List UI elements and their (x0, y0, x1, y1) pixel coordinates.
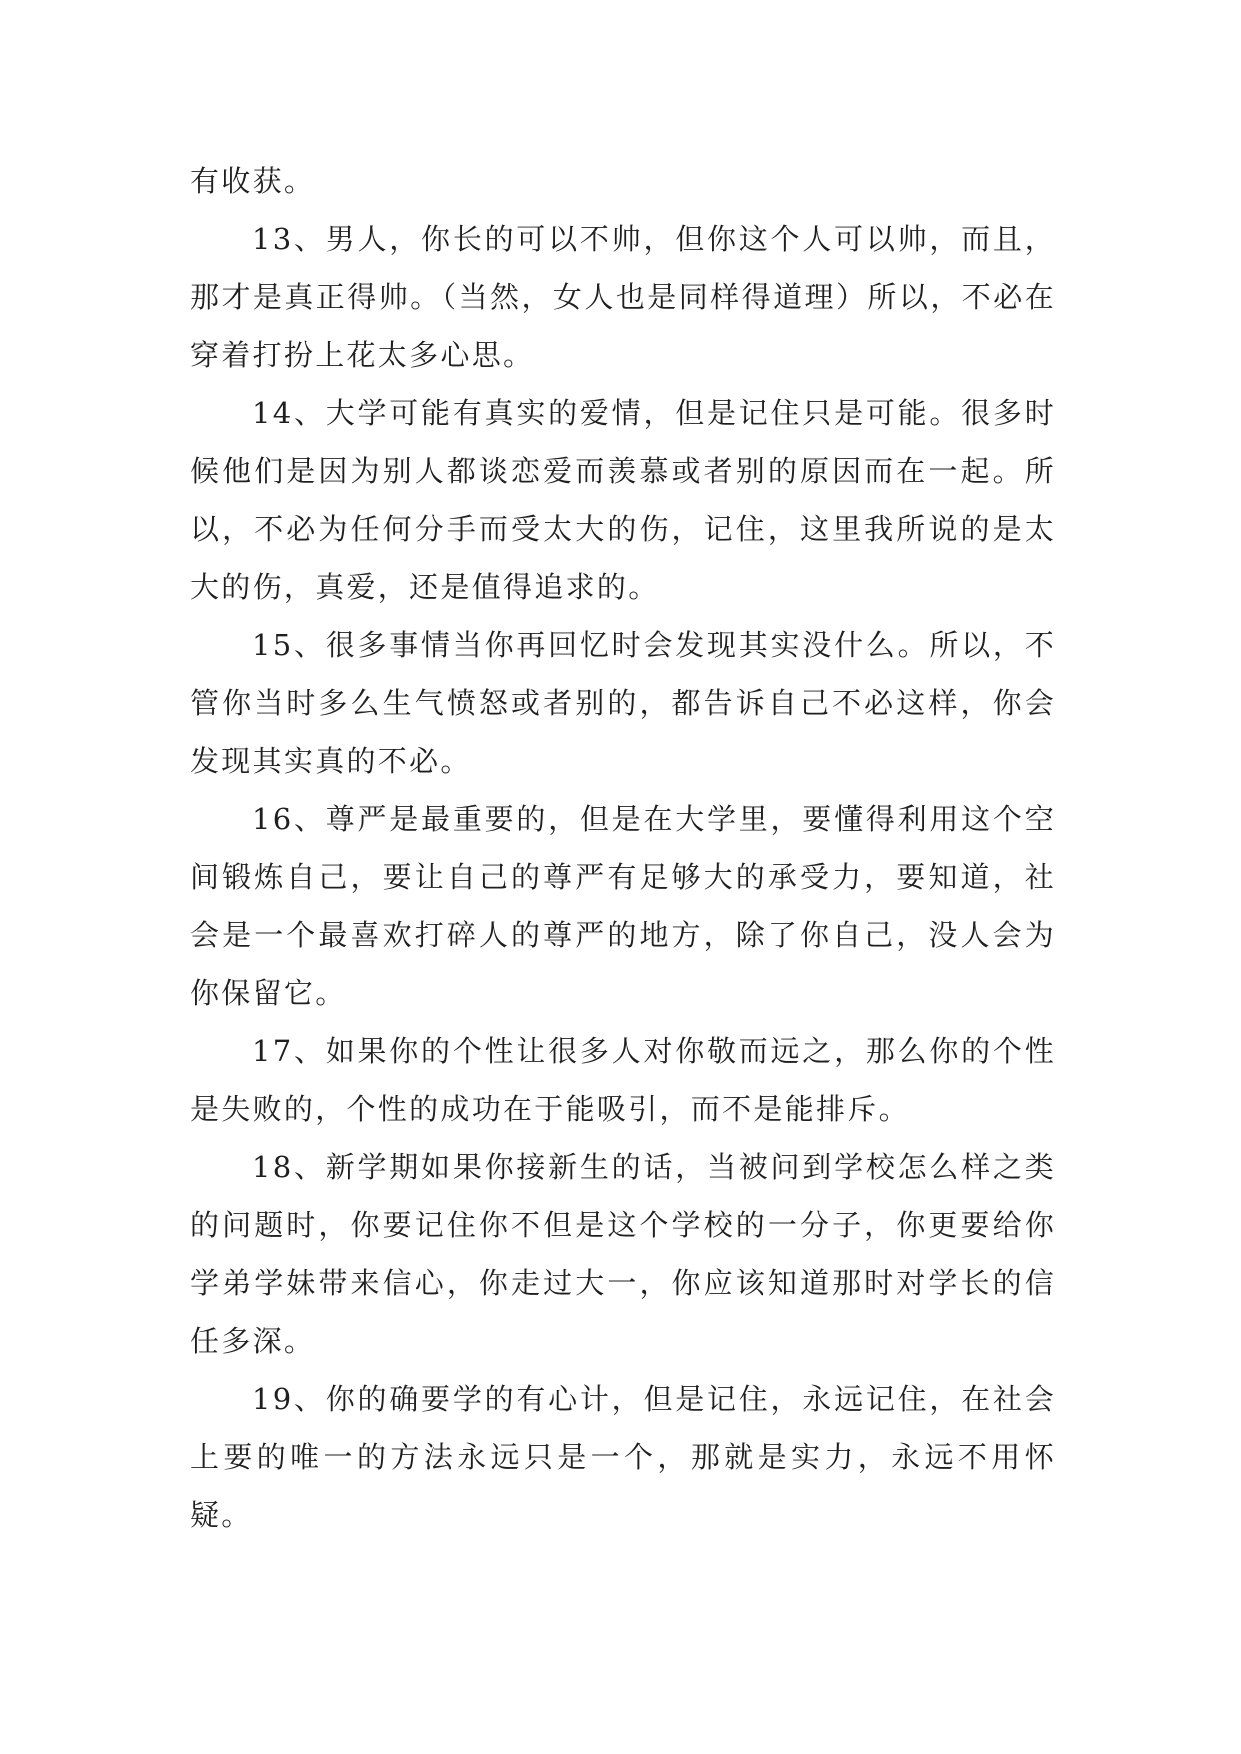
paragraph-15: 15、很多事情当你再回忆时会发现其实没什么。所以，不管你当时多么生气愤怒或者别的，都告诉自己不必这样，你会发现其实真的不必。 (190, 628, 1056, 778)
paragraph-19: 19、你的确要学的有心计，但是记住，永远记住，在社会上要的唯一的方法永远只是一个，那就是实力，永远不用怀疑。 (190, 1382, 1056, 1532)
paragraph-18: 18、新学期如果你接新生的话，当被问到学校怎么样之类的问题时，你要记住你不但是这个学校的一分子，你更要给你学弟学妹带来信心，你走过大一，你应该知道那时对学长的信任多深。 (190, 1150, 1056, 1358)
document-body (190, 152, 1056, 1544)
paragraph-16: 16、尊严是最重要的，但是在大学里，要懂得利用这个空间锻炼自己，要让自己的尊严有足够大的承受力，要知道，社会是一个最喜欢打碎人的尊严的地方，除了你自己，没人会为你保留它。 (190, 802, 1056, 1010)
paragraph-17: 17、如果你的个性让很多人对你敬而远之，那么你的个性是失败的，个性的成功在于能吸引，而不是能排斥。 (190, 1034, 1056, 1126)
paragraph-14: 14、大学可能有真实的爱情，但是记住只是可能。很多时候他们是因为别人都谈恋爱而羡慕或者别的原因而在一起。所以，不必为任何分手而受太大的伤，记住，这里我所说的是太大的伤，真爱，还是值得追求的。 (190, 396, 1056, 604)
paragraph-13: 13、男人，你长的可以不帅，但你这个人可以帅，而且，那才是真正得帅。（当然，女人也是同样得道理）所以，不必在穿着打扮上花太多心思。 (190, 222, 1056, 372)
paragraph-continuation: 有收获。 (190, 164, 316, 198)
